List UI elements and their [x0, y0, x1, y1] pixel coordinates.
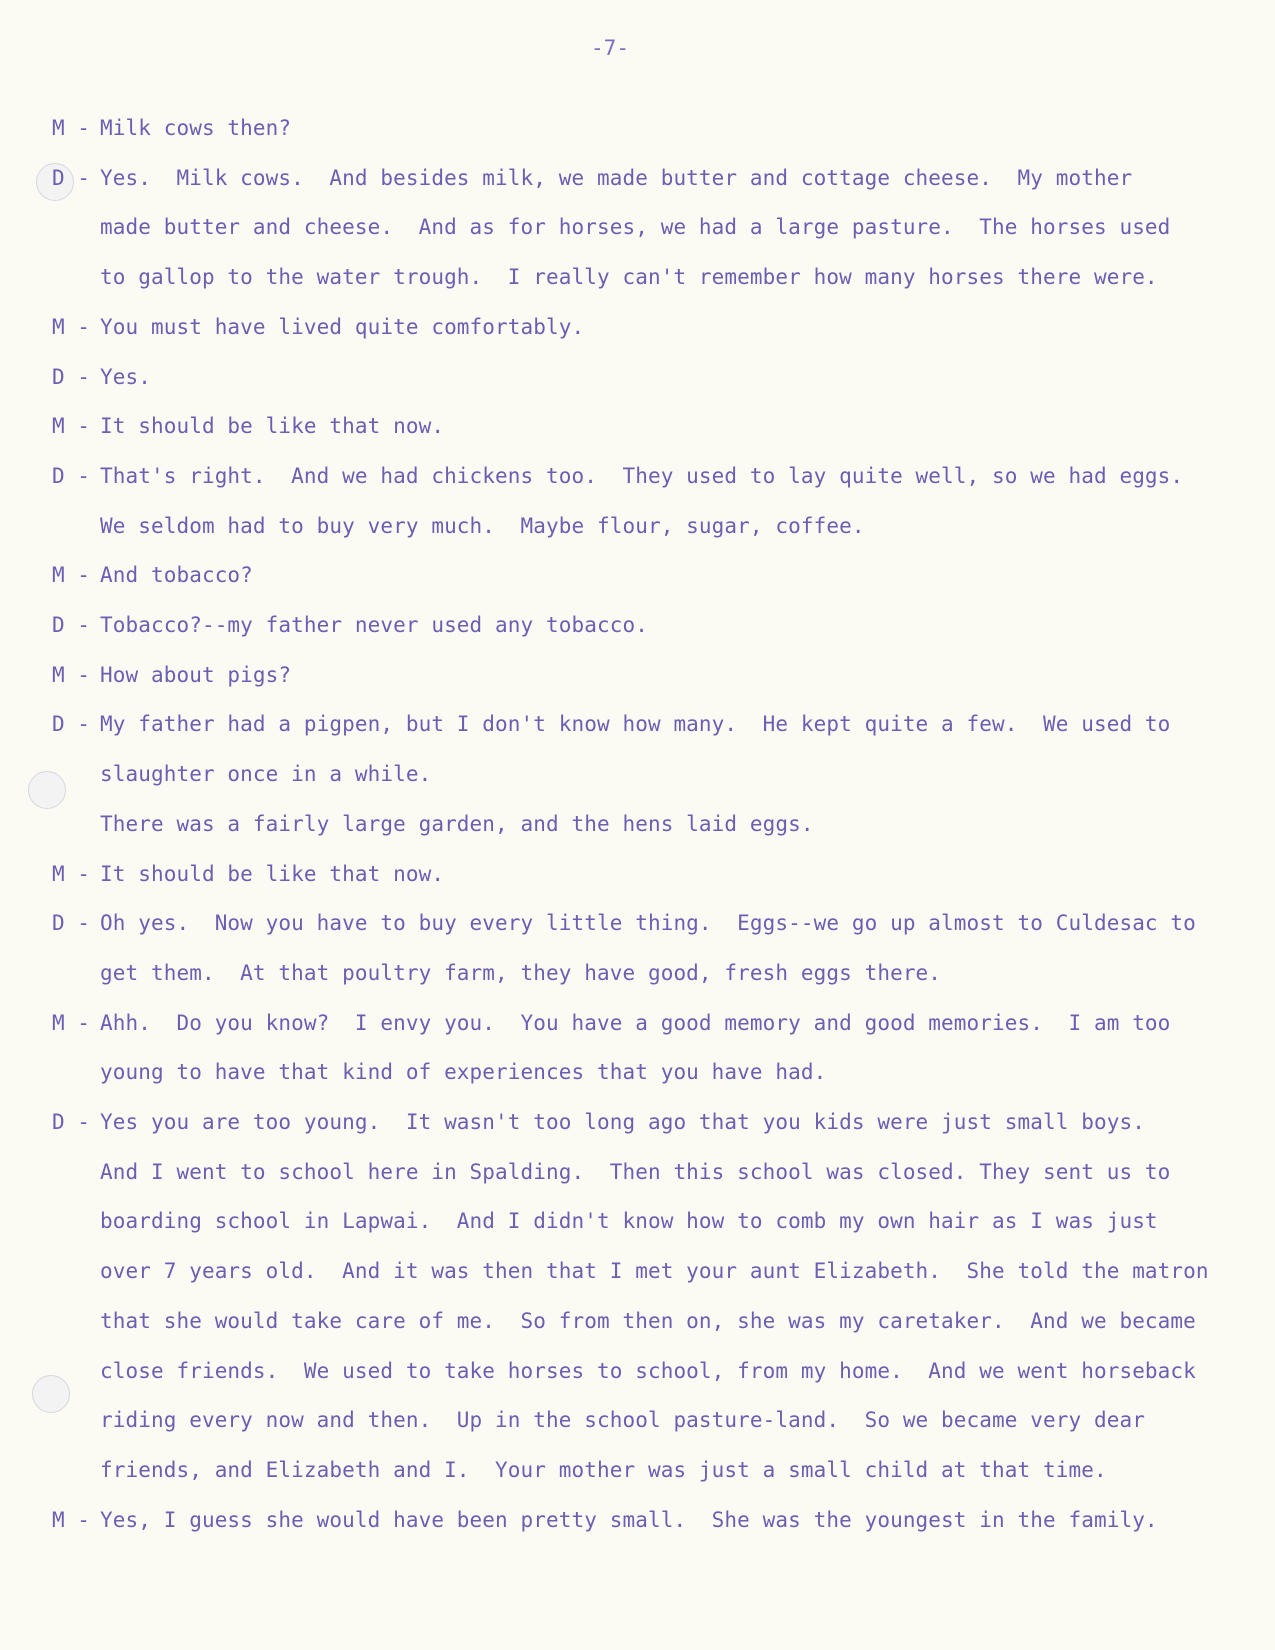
text-line: Yes. Milk cows. And besides milk, we made butter and cottage cheese. My mother: [100, 165, 1133, 190]
entry-text: [100, 601, 1192, 651]
entry-text: [100, 1098, 1209, 1496]
text-line: That's right. And we had chickens too. They used to lay quite well, so we had eggs.: [100, 463, 1184, 488]
speaker-label: M -: [52, 662, 103, 687]
transcript-entry: [52, 303, 1192, 353]
entry-text: [100, 651, 1192, 701]
speaker-label: D -: [52, 1110, 103, 1135]
transcript-entry: [52, 1496, 1192, 1546]
interview-transcript: [52, 104, 1209, 1545]
text-line: We seldom had to buy very much. Maybe flour, sugar, coffee.: [100, 513, 865, 538]
page-number: -7-: [591, 36, 629, 60]
entry-text: [100, 1496, 1192, 1546]
text-line: It should be like that now.: [100, 861, 445, 886]
text-line: And I went to school here in Spalding. Then this school was closed. They sent us to: [100, 1159, 1171, 1184]
transcript-entry: [52, 700, 1192, 849]
transcript-entry: [52, 999, 1192, 1098]
text-line: that she would take care of me. So from then on, she was my caretaker. And we became: [100, 1308, 1196, 1333]
transcript-entry: [52, 452, 1192, 551]
text-line: My father had a pigpen, but I don't know how many. He kept quite a few. We used to: [100, 712, 1171, 737]
text-line: You must have lived quite comfortably.: [100, 314, 585, 339]
speaker-label: M -: [52, 414, 103, 439]
text-line: slaughter once in a while.: [100, 762, 432, 787]
speaker-label: D -: [52, 364, 103, 389]
entry-text: [100, 899, 1196, 998]
entry-text: [100, 104, 1192, 154]
entry-text: [100, 850, 1192, 900]
speaker-label: D -: [52, 911, 103, 936]
entry-text: [100, 154, 1192, 303]
text-line: get them. At that poultry farm, they have good, fresh eggs there.: [100, 960, 942, 985]
speaker-label: M -: [52, 116, 103, 140]
entry-text: [100, 551, 1192, 601]
speaker-label: D -: [52, 165, 103, 190]
text-line: Yes.: [100, 364, 151, 389]
entry-text: [100, 999, 1192, 1098]
text-line: over 7 years old. And it was then that I met your aunt Elizabeth. She told the matron: [100, 1259, 1209, 1284]
transcript-entry: [52, 850, 1192, 900]
speaker-label: M -: [52, 314, 103, 339]
speaker-label: M -: [52, 861, 103, 886]
text-line: How about pigs?: [100, 662, 292, 687]
text-line: young to have that kind of experiences that you have had.: [100, 1060, 827, 1085]
transcript-entry: [52, 353, 1192, 403]
transcript-entry: [52, 899, 1196, 998]
speaker-label: M -: [52, 1010, 103, 1035]
entry-text: [100, 452, 1192, 551]
text-line: Milk cows then?: [100, 116, 292, 140]
text-line: And tobacco?: [100, 563, 253, 588]
speaker-label: D -: [52, 463, 103, 488]
text-line: Tobacco?--my father never used any tobacco.: [100, 613, 648, 638]
transcript-entry: [52, 154, 1192, 303]
speaker-label: M -: [52, 563, 103, 588]
transcript-entry: [52, 551, 1192, 601]
text-line: It should be like that now.: [100, 414, 445, 439]
speaker-label: M -: [52, 1507, 103, 1532]
transcript-entry: [52, 1098, 1209, 1496]
transcript-entry: [52, 601, 1192, 651]
speaker-label: D -: [52, 613, 103, 638]
text-line: There was a fairly large garden, and the hens laid eggs.: [100, 811, 814, 836]
text-line: Yes you are too young. It wasn't too long ago that you kids were just small boys.: [100, 1110, 1145, 1135]
text-line: Oh yes. Now you have to buy every little thing. Eggs--we go up almost to Culdesac to: [100, 911, 1196, 936]
entry-text: [100, 353, 1192, 403]
transcript-entry: [52, 104, 1192, 154]
text-line: Yes, I guess she would have been pretty small. She was the youngest in the family.: [100, 1507, 1158, 1532]
text-line: made butter and cheese. And as for horses, we had a large pasture. The horses used: [100, 215, 1171, 240]
text-line: Ahh. Do you know? I envy you. You have a good memory and good memories. I am too: [100, 1010, 1171, 1035]
transcript-entry: [52, 651, 1192, 701]
text-line: to gallop to the water trough. I really can't remember how many horses there were.: [100, 265, 1158, 290]
text-line: friends, and Elizabeth and I. Your mother was just a small child at that time.: [100, 1457, 1107, 1482]
text-line: riding every now and then. Up in the school pasture-land. So we became very dear: [100, 1408, 1145, 1433]
entry-text: [100, 700, 1192, 849]
entry-text: [100, 402, 1192, 452]
speaker-label: D -: [52, 712, 103, 737]
text-line: boarding school in Lapwai. And I didn't know how to comb my own hair as I was just: [100, 1209, 1158, 1234]
text-line: close friends. We used to take horses to school, from my home. And we went horseback: [100, 1358, 1196, 1383]
entry-text: [100, 303, 1192, 353]
transcript-entry: [52, 402, 1192, 452]
